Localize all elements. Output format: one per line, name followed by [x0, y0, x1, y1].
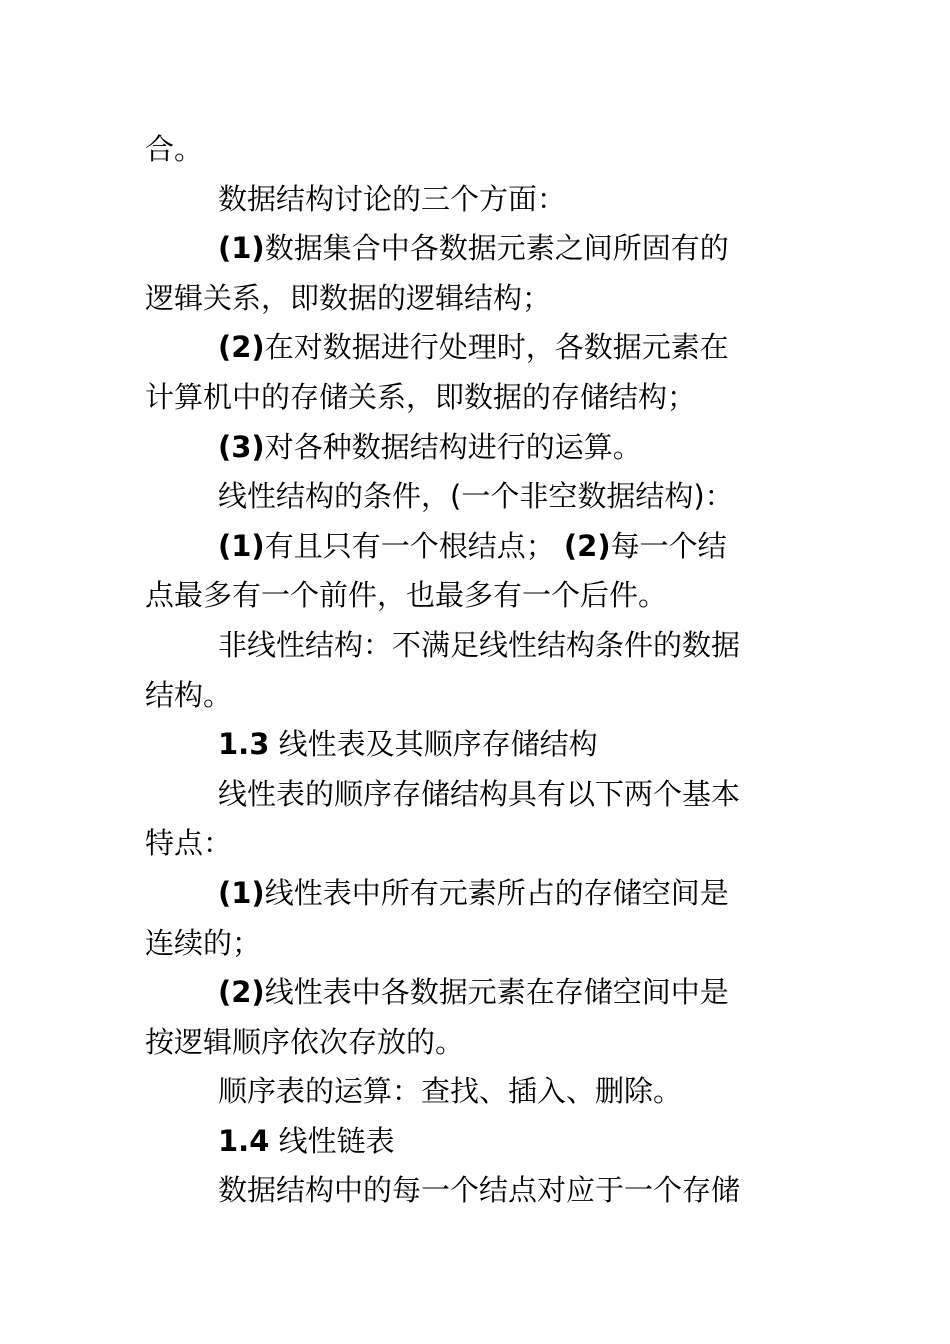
- section-number: 1.3: [218, 727, 270, 762]
- section-heading: [145, 1117, 805, 1167]
- text-line: 线性表的顺序存储结构具有以下两个基本: [218, 776, 741, 811]
- text-line: 非线性结构：不满足线性结构条件的数据: [218, 627, 741, 662]
- text-line: 数据结构讨论的三个方面：: [218, 181, 567, 216]
- list-item: (1)数据集合中各数据元素之间所固有的: [218, 231, 729, 266]
- text-line: 按逻辑顺序依次存放的。: [145, 1024, 465, 1059]
- list-number: (3): [218, 429, 265, 464]
- text-line: 线性结构的条件，(一个非空数据结构)：: [218, 479, 734, 514]
- text-line: 点最多有一个前件，也最多有一个后件。: [145, 578, 668, 613]
- document-body: [145, 125, 805, 1216]
- list-number: (1): [218, 231, 265, 266]
- list-number: (1): [218, 528, 265, 563]
- list-number: (1): [218, 875, 265, 910]
- section-number: 1.4: [218, 1123, 270, 1158]
- list-item: (1)线性表中所有元素所占的存储空间是: [218, 875, 729, 910]
- text-line: 逻辑关系，即数据的逻辑结构；: [145, 280, 552, 315]
- section-title: 线性链表: [269, 1123, 395, 1158]
- list-item: (1)有且只有一个根结点； (2)每一个结: [218, 528, 727, 563]
- text-line: 计算机中的存储关系，即数据的存储结构；: [145, 379, 697, 414]
- text-line: 特点：: [145, 826, 233, 861]
- list-item: (2)线性表中各数据元素在存储空间中是: [218, 975, 729, 1010]
- text-line: 结构。: [145, 677, 233, 712]
- list-item: (3)对各种数据结构进行的运算。: [218, 429, 642, 464]
- list-item: (2)在对数据进行处理时，各数据元素在: [218, 330, 729, 365]
- text-line: 连续的；: [145, 925, 262, 960]
- text-line: 合。: [145, 132, 204, 166]
- text-line: 数据结构中的每一个结点对应于一个存储: [218, 1173, 741, 1208]
- list-number: (2): [563, 528, 611, 563]
- list-number: (2): [218, 330, 265, 365]
- section-heading: [145, 720, 805, 770]
- list-number: (2): [218, 975, 265, 1010]
- text-line: 顺序表的运算：查找、插入、删除。: [218, 1074, 683, 1109]
- section-title: 线性表及其顺序存储结构: [269, 727, 598, 762]
